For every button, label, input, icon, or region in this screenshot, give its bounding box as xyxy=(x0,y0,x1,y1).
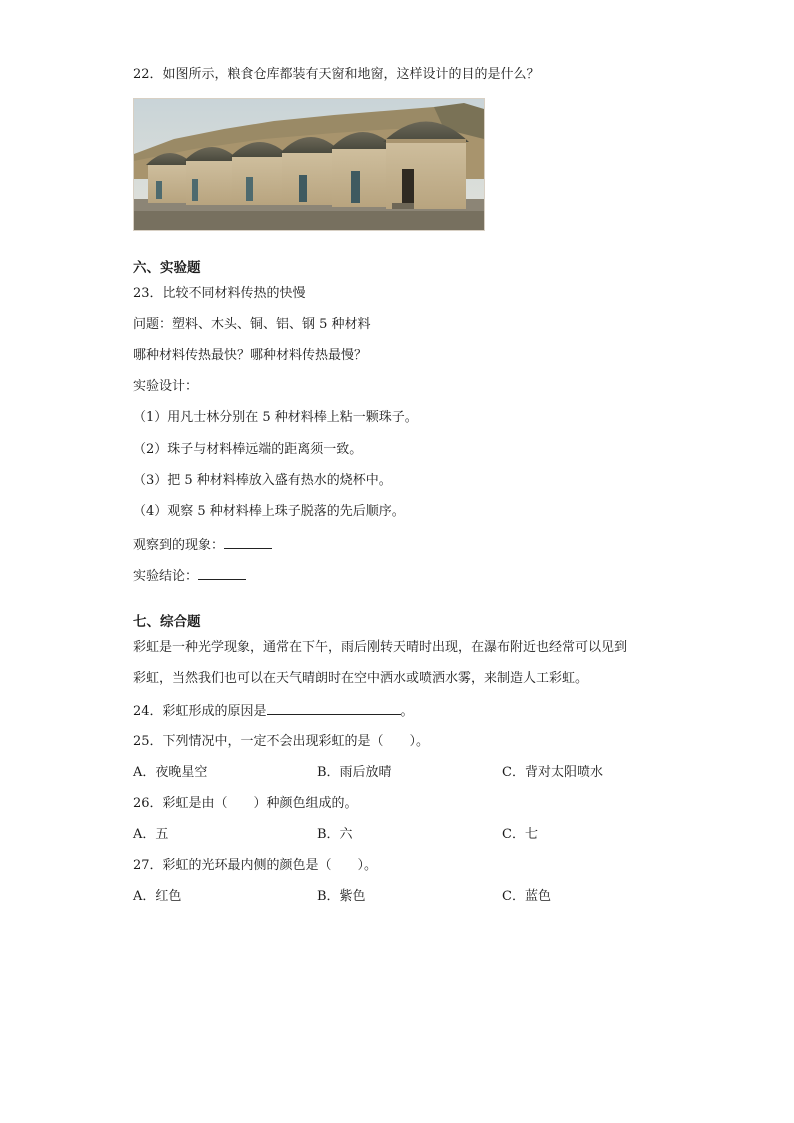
question-23-title: 23．比较不同材料传热的快慢 xyxy=(133,286,306,301)
question-24-end: 。 xyxy=(400,704,414,719)
q26-option-a[interactable]: A．五 xyxy=(133,827,169,842)
q27-option-c[interactable]: C．蓝色 xyxy=(502,889,551,904)
question-22: 22．如图所示，粮食仓库都装有天窗和地窗，这样设计的目的是什么？ xyxy=(133,67,540,82)
question-23-line-2: 哪种材料传热最快？哪种材料传热最慢？ xyxy=(133,348,368,363)
question-25: 25．下列情况中，一定不会出现彩虹的是（ ）。 xyxy=(133,734,430,749)
granary-photo xyxy=(133,98,485,231)
conclusion-blank[interactable] xyxy=(198,566,246,580)
granary-domed-buildings-photo xyxy=(134,99,484,230)
step-1: （1）用凡士林分别在 5 种材料棒上粘一颗珠子。 xyxy=(133,410,418,425)
step-3: （3）把 5 种材料棒放入盛有热水的烧杯中。 xyxy=(133,473,392,488)
q25-option-a[interactable]: A．夜晚星空 xyxy=(133,765,208,780)
question-27: 27．彩虹的光环最内侧的颜色是（ ）。 xyxy=(133,858,378,873)
q25-option-b[interactable]: B．雨后放晴 xyxy=(317,765,392,780)
step-2: （2）珠子与材料棒远端的距离须一致。 xyxy=(133,442,363,457)
q26-option-b[interactable]: B．六 xyxy=(317,827,353,842)
observation-line xyxy=(133,535,272,555)
conclusion-line xyxy=(133,566,246,586)
question-26: 26．彩虹是由（ ）种颜色组成的。 xyxy=(133,796,358,811)
observation-blank[interactable] xyxy=(224,535,272,549)
observation-label: 观察到的现象： xyxy=(133,538,225,553)
q27-option-b[interactable]: B．紫色 xyxy=(317,889,366,904)
q27-option-a[interactable]: A．红色 xyxy=(133,889,182,904)
question-24-text: 24．彩虹形成的原因是 xyxy=(133,704,267,719)
passage-line-1: 彩虹是一种光学现象，通常在下午，雨后刚转天晴时出现，在瀑布附近也经常可以见到 xyxy=(133,640,628,655)
conclusion-label: 实验结论： xyxy=(133,569,199,584)
section-7-title: 七、综合题 xyxy=(133,614,201,630)
q26-option-c[interactable]: C．七 xyxy=(502,827,538,842)
design-label: 实验设计： xyxy=(133,379,199,394)
step-4: （4）观察 5 种材料棒上珠子脱落的先后顺序。 xyxy=(133,504,405,519)
q25-option-c[interactable]: C．背对太阳喷水 xyxy=(502,765,603,780)
question-23-line-1: 问题：塑料、木头、铜、铝、钢 5 种材料 xyxy=(133,317,371,332)
section-6-title: 六、实验题 xyxy=(133,260,201,276)
question-24 xyxy=(133,701,414,721)
passage-line-2: 彩虹，当然我们也可以在天气晴朗时在空中洒水或喷洒水雾，来制造人工彩虹。 xyxy=(133,671,589,686)
question-24-blank[interactable] xyxy=(267,701,401,715)
